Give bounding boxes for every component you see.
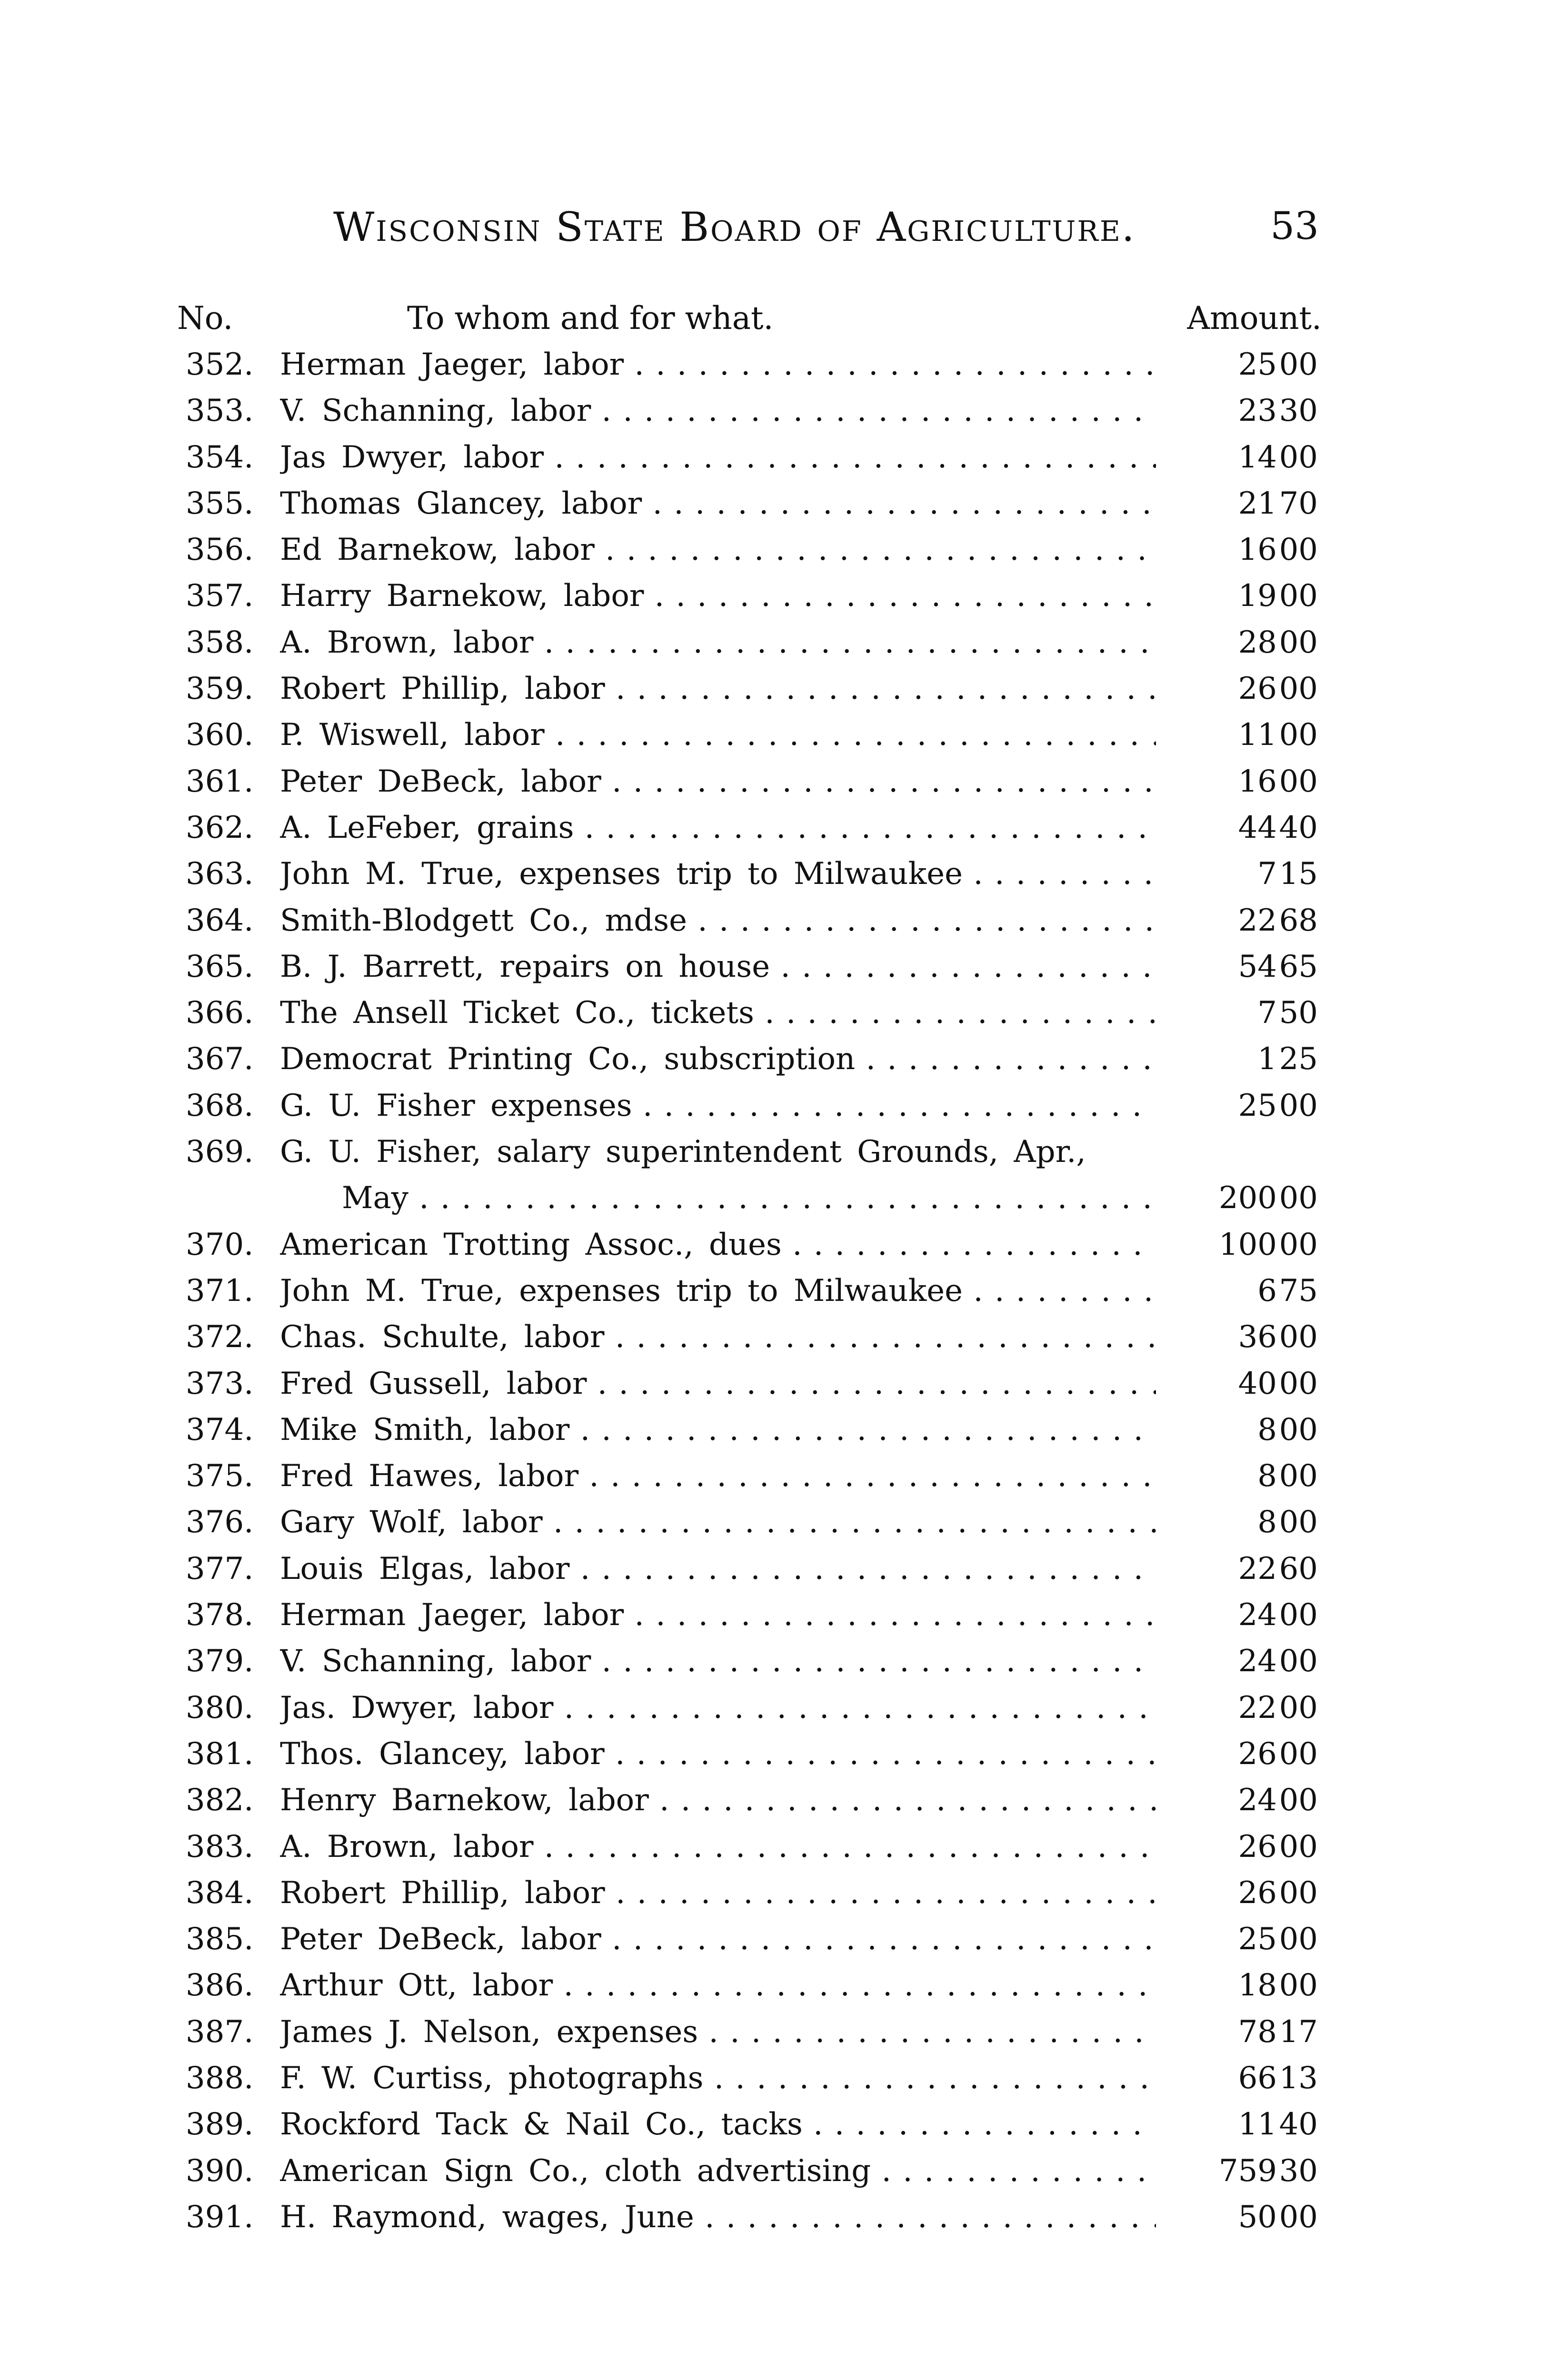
ledger-row — [0, 1268, 1554, 1314]
column-header-no: No. — [177, 300, 233, 337]
amount-dollars: 25 — [1238, 1922, 1277, 1957]
entry-description: Democrat Printing Co., subscription . . . — [280, 1036, 1156, 1082]
amount-cents: 00 — [1279, 347, 1318, 382]
ledger-row — [0, 1407, 1554, 1453]
entry-amount — [1166, 898, 1318, 944]
entry-amount — [1166, 759, 1318, 805]
amount-cents: 00 — [1279, 1690, 1318, 1726]
entry-number: 360. — [186, 717, 254, 753]
ledger-row — [0, 1222, 1554, 1268]
ledger-row — [0, 1916, 1554, 1963]
entry-number: 355. — [186, 486, 254, 521]
amount-dollars: 36 — [1238, 1319, 1277, 1355]
ledger-row — [0, 898, 1554, 944]
amount-cents: 30 — [1279, 393, 1318, 429]
entry-number: 382. — [186, 1783, 254, 1818]
entry-description: Rockford Tack & Nail Co., tacks . . . — [280, 2102, 1156, 2148]
entry-amount — [1166, 712, 1318, 758]
ledger-row — [0, 481, 1554, 527]
ledger-row — [0, 1036, 1554, 1082]
entry-number: 371. — [186, 1273, 254, 1309]
ledger-row — [0, 759, 1554, 805]
entry-number: 370. — [186, 1227, 254, 1262]
page-number: 53 — [1270, 204, 1319, 248]
amount-cents: 75 — [1279, 1273, 1318, 1309]
ledger-row — [0, 620, 1554, 666]
ledger-row — [0, 712, 1554, 758]
amount-dollars: 25 — [1238, 347, 1277, 382]
entry-amount — [1166, 1777, 1318, 1824]
entry-description: G. U. Fisher expenses . . . — [280, 1083, 1156, 1129]
entry-amount — [1166, 1546, 1318, 1592]
entry-amount — [1166, 435, 1318, 481]
amount-dollars: 26 — [1238, 1736, 1277, 1772]
entry-description-continued: May . . . — [342, 1175, 1156, 1221]
amount-cents: 00 — [1279, 1458, 1318, 1494]
ledger-row — [0, 1361, 1554, 1407]
entry-description: Henry Barnekow, labor . . . — [280, 1777, 1156, 1824]
entry-number: 362. — [186, 810, 254, 845]
amount-dollars: 18 — [1238, 1968, 1277, 2003]
ledger-row — [0, 1638, 1554, 1685]
entry-number: 352. — [186, 347, 254, 382]
amount-cents: 60 — [1279, 1551, 1318, 1587]
ledger-row — [0, 342, 1554, 388]
amount-cents: 00 — [1279, 625, 1318, 660]
amount-cents: 00 — [1279, 717, 1318, 753]
entry-amount — [1166, 1222, 1318, 1268]
amount-cents: 00 — [1279, 1922, 1318, 1957]
entry-number: 387. — [186, 2014, 254, 2050]
entry-amount — [1166, 1963, 1318, 2009]
amount-cents: 30 — [1279, 2153, 1318, 2189]
amount-cents: 15 — [1279, 856, 1318, 892]
amount-cents: 00 — [1279, 671, 1318, 707]
entry-description: Jas. Dwyer, labor . . . — [280, 1685, 1156, 1731]
entry-number: 369. — [186, 1134, 254, 1170]
amount-dollars: 24 — [1238, 1644, 1277, 1679]
amount-cents: 17 — [1279, 2014, 1318, 2050]
ledger-row — [0, 1083, 1554, 1129]
entry-amount — [1166, 1824, 1318, 1870]
entry-amount — [1166, 2194, 1318, 2241]
entry-amount — [1166, 1453, 1318, 1499]
entry-description: Arthur Ott, labor . . . — [280, 1963, 1156, 2009]
ledger-row — [0, 1314, 1554, 1360]
entry-number: 365. — [186, 949, 254, 984]
amount-cents: 13 — [1279, 2060, 1318, 2096]
entry-number: 391. — [186, 2199, 254, 2235]
entry-description: Smith-Blodgett Co., mdse . . . — [280, 898, 1156, 944]
entry-description: A. LeFeber, grains . . . — [280, 805, 1156, 851]
entry-number: 373. — [186, 1366, 254, 1401]
amount-dollars: 22 — [1238, 1690, 1277, 1726]
entry-amount — [1166, 1314, 1318, 1360]
amount-dollars: 6 — [1257, 1273, 1277, 1309]
entry-amount — [1166, 481, 1318, 527]
ledger-row — [0, 2055, 1554, 2102]
entry-number: 381. — [186, 1736, 254, 1772]
entry-amount — [1166, 1036, 1318, 1082]
amount-cents: 00 — [1279, 764, 1318, 799]
amount-dollars: 8 — [1257, 1412, 1277, 1448]
amount-dollars: 8 — [1257, 1505, 1277, 1540]
entry-description: James J. Nelson, expenses . . . — [280, 2009, 1156, 2055]
amount-cents: 00 — [1279, 1783, 1318, 1818]
amount-dollars: 16 — [1238, 764, 1277, 799]
amount-cents: 68 — [1279, 902, 1318, 938]
entry-description: G. U. Fisher, salary superintendent Grounds, Apr., — [280, 1134, 1086, 1170]
amount-cents: 00 — [1279, 1968, 1318, 2003]
ledger-row — [0, 2194, 1554, 2241]
entry-description: John M. True, expenses trip to Milwaukee . . . — [280, 1268, 1156, 1314]
amount-cents: 00 — [1279, 1088, 1318, 1123]
ledger-row — [0, 1824, 1554, 1870]
amount-cents: 00 — [1279, 1227, 1318, 1262]
ledger-row — [0, 388, 1554, 434]
amount-cents: 00 — [1279, 439, 1318, 475]
ledger-row — [0, 2009, 1554, 2055]
amount-dollars: 26 — [1238, 1829, 1277, 1864]
entry-amount — [1166, 666, 1318, 712]
entry-description: Peter DeBeck, labor . . . — [280, 1916, 1156, 1963]
entry-amount — [1166, 1592, 1318, 1638]
entry-number: 359. — [186, 671, 254, 707]
ledger-row — [0, 1777, 1554, 1824]
entry-number: 353. — [186, 393, 254, 429]
amount-dollars: 66 — [1238, 2060, 1277, 2096]
amount-cents: 00 — [1279, 2199, 1318, 2235]
entry-amount — [1166, 851, 1318, 897]
entry-amount — [1166, 1870, 1318, 1916]
entry-description: V. Schanning, labor . . . — [280, 1638, 1156, 1685]
amount-dollars: 23 — [1238, 393, 1277, 429]
entry-description: Mike Smith, labor . . . — [280, 1407, 1156, 1453]
ledger-row — [0, 573, 1554, 619]
ledger-row — [0, 666, 1554, 712]
entry-amount — [1166, 1083, 1318, 1129]
entry-number: 380. — [186, 1690, 254, 1726]
amount-cents: 00 — [1279, 1829, 1318, 1864]
amount-cents: 00 — [1279, 1366, 1318, 1401]
entry-amount — [1166, 388, 1318, 434]
amount-cents: 50 — [1279, 995, 1318, 1031]
entry-number: 389. — [186, 2107, 254, 2142]
running-title: Wisconsin State Board of Agriculture. — [333, 204, 1136, 250]
amount-dollars: 11 — [1238, 2107, 1277, 2142]
amount-cents: 00 — [1279, 1180, 1318, 1216]
amount-cents: 00 — [1279, 1505, 1318, 1540]
entry-amount — [1166, 2009, 1318, 2055]
entry-description: H. Raymond, wages, June . . . — [280, 2194, 1156, 2241]
ledger-row — [0, 2148, 1554, 2194]
entry-number: 388. — [186, 2060, 254, 2096]
ledger-row — [0, 1453, 1554, 1499]
amount-cents: 00 — [1279, 1875, 1318, 1911]
amount-dollars: 7 — [1257, 995, 1277, 1031]
ledger-row — [0, 527, 1554, 573]
amount-dollars: 200 — [1218, 1180, 1277, 1216]
entry-amount — [1166, 1499, 1318, 1546]
amount-cents: 70 — [1279, 486, 1318, 521]
entry-amount — [1166, 1175, 1318, 1221]
entry-amount — [1166, 2148, 1318, 2194]
entry-description: Thomas Glancey, labor . . . — [280, 481, 1156, 527]
amount-dollars: 1 — [1257, 1041, 1277, 1077]
entry-amount — [1166, 1685, 1318, 1731]
column-header-amount: Amount. — [1187, 300, 1322, 337]
entry-number: 390. — [186, 2153, 254, 2189]
ledger-row — [0, 805, 1554, 851]
amount-dollars: 54 — [1238, 949, 1277, 984]
ledger-row — [0, 944, 1554, 990]
ledger-row — [0, 1546, 1554, 1592]
amount-dollars: 100 — [1218, 1227, 1277, 1262]
entry-number: 385. — [186, 1922, 254, 1957]
entry-number: 358. — [186, 625, 254, 660]
entry-description: American Sign Co., cloth advertising . . . — [280, 2148, 1156, 2194]
amount-cents: 40 — [1279, 2107, 1318, 2142]
ledger-row — [0, 1963, 1554, 2009]
entry-amount — [1166, 342, 1318, 388]
ledger-row — [0, 1592, 1554, 1638]
ledger-row — [0, 2102, 1554, 2148]
entry-amount — [1166, 1916, 1318, 1963]
entry-number: 356. — [186, 532, 254, 568]
amount-cents: 00 — [1279, 578, 1318, 614]
entry-description: Robert Phillip, labor . . . — [280, 1870, 1156, 1916]
entry-number: 361. — [186, 764, 254, 799]
amount-dollars: 26 — [1238, 1875, 1277, 1911]
ledger-row — [0, 851, 1554, 897]
entry-description: Gary Wolf, labor . . . — [280, 1499, 1156, 1546]
amount-dollars: 14 — [1238, 439, 1277, 475]
amount-dollars: 50 — [1238, 2199, 1277, 2235]
entry-number: 375. — [186, 1458, 254, 1494]
amount-cents: 00 — [1279, 1319, 1318, 1355]
entry-number: 372. — [186, 1319, 254, 1355]
entry-description: A. Brown, labor . . . — [280, 620, 1156, 666]
entry-number: 383. — [186, 1829, 254, 1864]
column-header-to-whom: To whom and for what. — [407, 300, 774, 337]
entry-amount — [1166, 990, 1318, 1036]
amount-dollars: 21 — [1238, 486, 1277, 521]
entry-amount — [1166, 2055, 1318, 2102]
ledger-row — [0, 1685, 1554, 1731]
entry-amount — [1166, 527, 1318, 573]
amount-dollars: 78 — [1238, 2014, 1277, 2050]
entry-description: John M. True, expenses trip to Milwaukee . . . — [280, 851, 1156, 897]
amount-dollars: 28 — [1238, 625, 1277, 660]
entry-description: Herman Jaeger, labor . . . — [280, 1592, 1156, 1638]
entry-number: 384. — [186, 1875, 254, 1911]
amount-cents: 00 — [1279, 1412, 1318, 1448]
amount-dollars: 26 — [1238, 671, 1277, 707]
entry-description: Jas Dwyer, labor . . . — [280, 435, 1156, 481]
entry-description: Louis Elgas, labor . . . — [280, 1546, 1156, 1592]
entry-description: Fred Hawes, labor . . . — [280, 1453, 1156, 1499]
amount-dollars: 40 — [1238, 1366, 1277, 1401]
entry-amount — [1166, 1361, 1318, 1407]
entry-amount — [1166, 1268, 1318, 1314]
amount-dollars: 11 — [1238, 717, 1277, 753]
ledger-row — [0, 990, 1554, 1036]
entry-description: Harry Barnekow, labor . . . — [280, 573, 1156, 619]
ledger-row — [0, 1499, 1554, 1546]
entry-amount — [1166, 1731, 1318, 1777]
ledger-row — [0, 1870, 1554, 1916]
entry-amount — [1166, 573, 1318, 619]
entry-description: V. Schanning, labor . . . — [280, 388, 1156, 434]
entry-description: Herman Jaeger, labor . . . — [280, 342, 1156, 388]
ledger-row — [0, 435, 1554, 481]
entry-number: 374. — [186, 1412, 254, 1448]
amount-cents: 00 — [1279, 1644, 1318, 1679]
entry-description: P. Wiswell, labor . . . — [280, 712, 1156, 758]
entry-number: 354. — [186, 439, 254, 475]
entry-description: Thos. Glancey, labor . . . — [280, 1731, 1156, 1777]
amount-cents: 00 — [1279, 532, 1318, 568]
ledger-row — [0, 1731, 1554, 1777]
amount-cents: 00 — [1279, 1736, 1318, 1772]
entry-description: Robert Phillip, labor . . . — [280, 666, 1156, 712]
amount-dollars: 19 — [1238, 578, 1277, 614]
amount-dollars: 759 — [1218, 2153, 1277, 2189]
entry-number: 367. — [186, 1041, 254, 1077]
amount-cents: 00 — [1279, 1597, 1318, 1633]
entry-number: 366. — [186, 995, 254, 1031]
entry-description: Chas. Schulte, labor . . . — [280, 1314, 1156, 1360]
entry-description: F. W. Curtiss, photographs . . . — [280, 2055, 1156, 2102]
entry-number: 357. — [186, 578, 254, 614]
entry-description: A. Brown, labor . . . — [280, 1824, 1156, 1870]
entry-description: American Trotting Assoc., dues . . . — [280, 1222, 1156, 1268]
amount-dollars: 22 — [1238, 902, 1277, 938]
entry-number: 379. — [186, 1644, 254, 1679]
entry-amount — [1166, 620, 1318, 666]
amount-dollars: 22 — [1238, 1551, 1277, 1587]
entry-amount — [1166, 1407, 1318, 1453]
entry-description: Ed Barnekow, labor . . . — [280, 527, 1156, 573]
entry-description: The Ansell Ticket Co., tickets . . . — [280, 990, 1156, 1036]
entry-number: 368. — [186, 1088, 254, 1123]
ledger-row — [0, 1129, 1554, 1222]
entry-amount — [1166, 805, 1318, 851]
entry-description: B. J. Barrett, repairs on house . . . — [280, 944, 1156, 990]
entry-amount — [1166, 1638, 1318, 1685]
amount-dollars: 7 — [1257, 856, 1277, 892]
amount-dollars: 16 — [1238, 532, 1277, 568]
entry-number: 363. — [186, 856, 254, 892]
entry-number: 386. — [186, 1968, 254, 2003]
entry-amount — [1166, 944, 1318, 990]
entry-number: 377. — [186, 1551, 254, 1587]
amount-dollars: 24 — [1238, 1597, 1277, 1633]
amount-cents: 40 — [1279, 810, 1318, 845]
running-head — [333, 204, 1319, 256]
ledger-table — [0, 342, 1554, 2241]
amount-cents: 65 — [1279, 949, 1318, 984]
amount-cents: 25 — [1279, 1041, 1318, 1077]
entry-number: 376. — [186, 1505, 254, 1540]
entry-description: Fred Gussell, labor . . . — [280, 1361, 1156, 1407]
amount-dollars: 44 — [1238, 810, 1277, 845]
entry-amount — [1166, 2102, 1318, 2148]
entry-description: Peter DeBeck, labor . . . — [280, 759, 1156, 805]
entry-number: 378. — [186, 1597, 254, 1633]
amount-dollars: 24 — [1238, 1783, 1277, 1818]
entry-number: 364. — [186, 902, 254, 938]
amount-dollars: 25 — [1238, 1088, 1277, 1123]
amount-dollars: 8 — [1257, 1458, 1277, 1494]
